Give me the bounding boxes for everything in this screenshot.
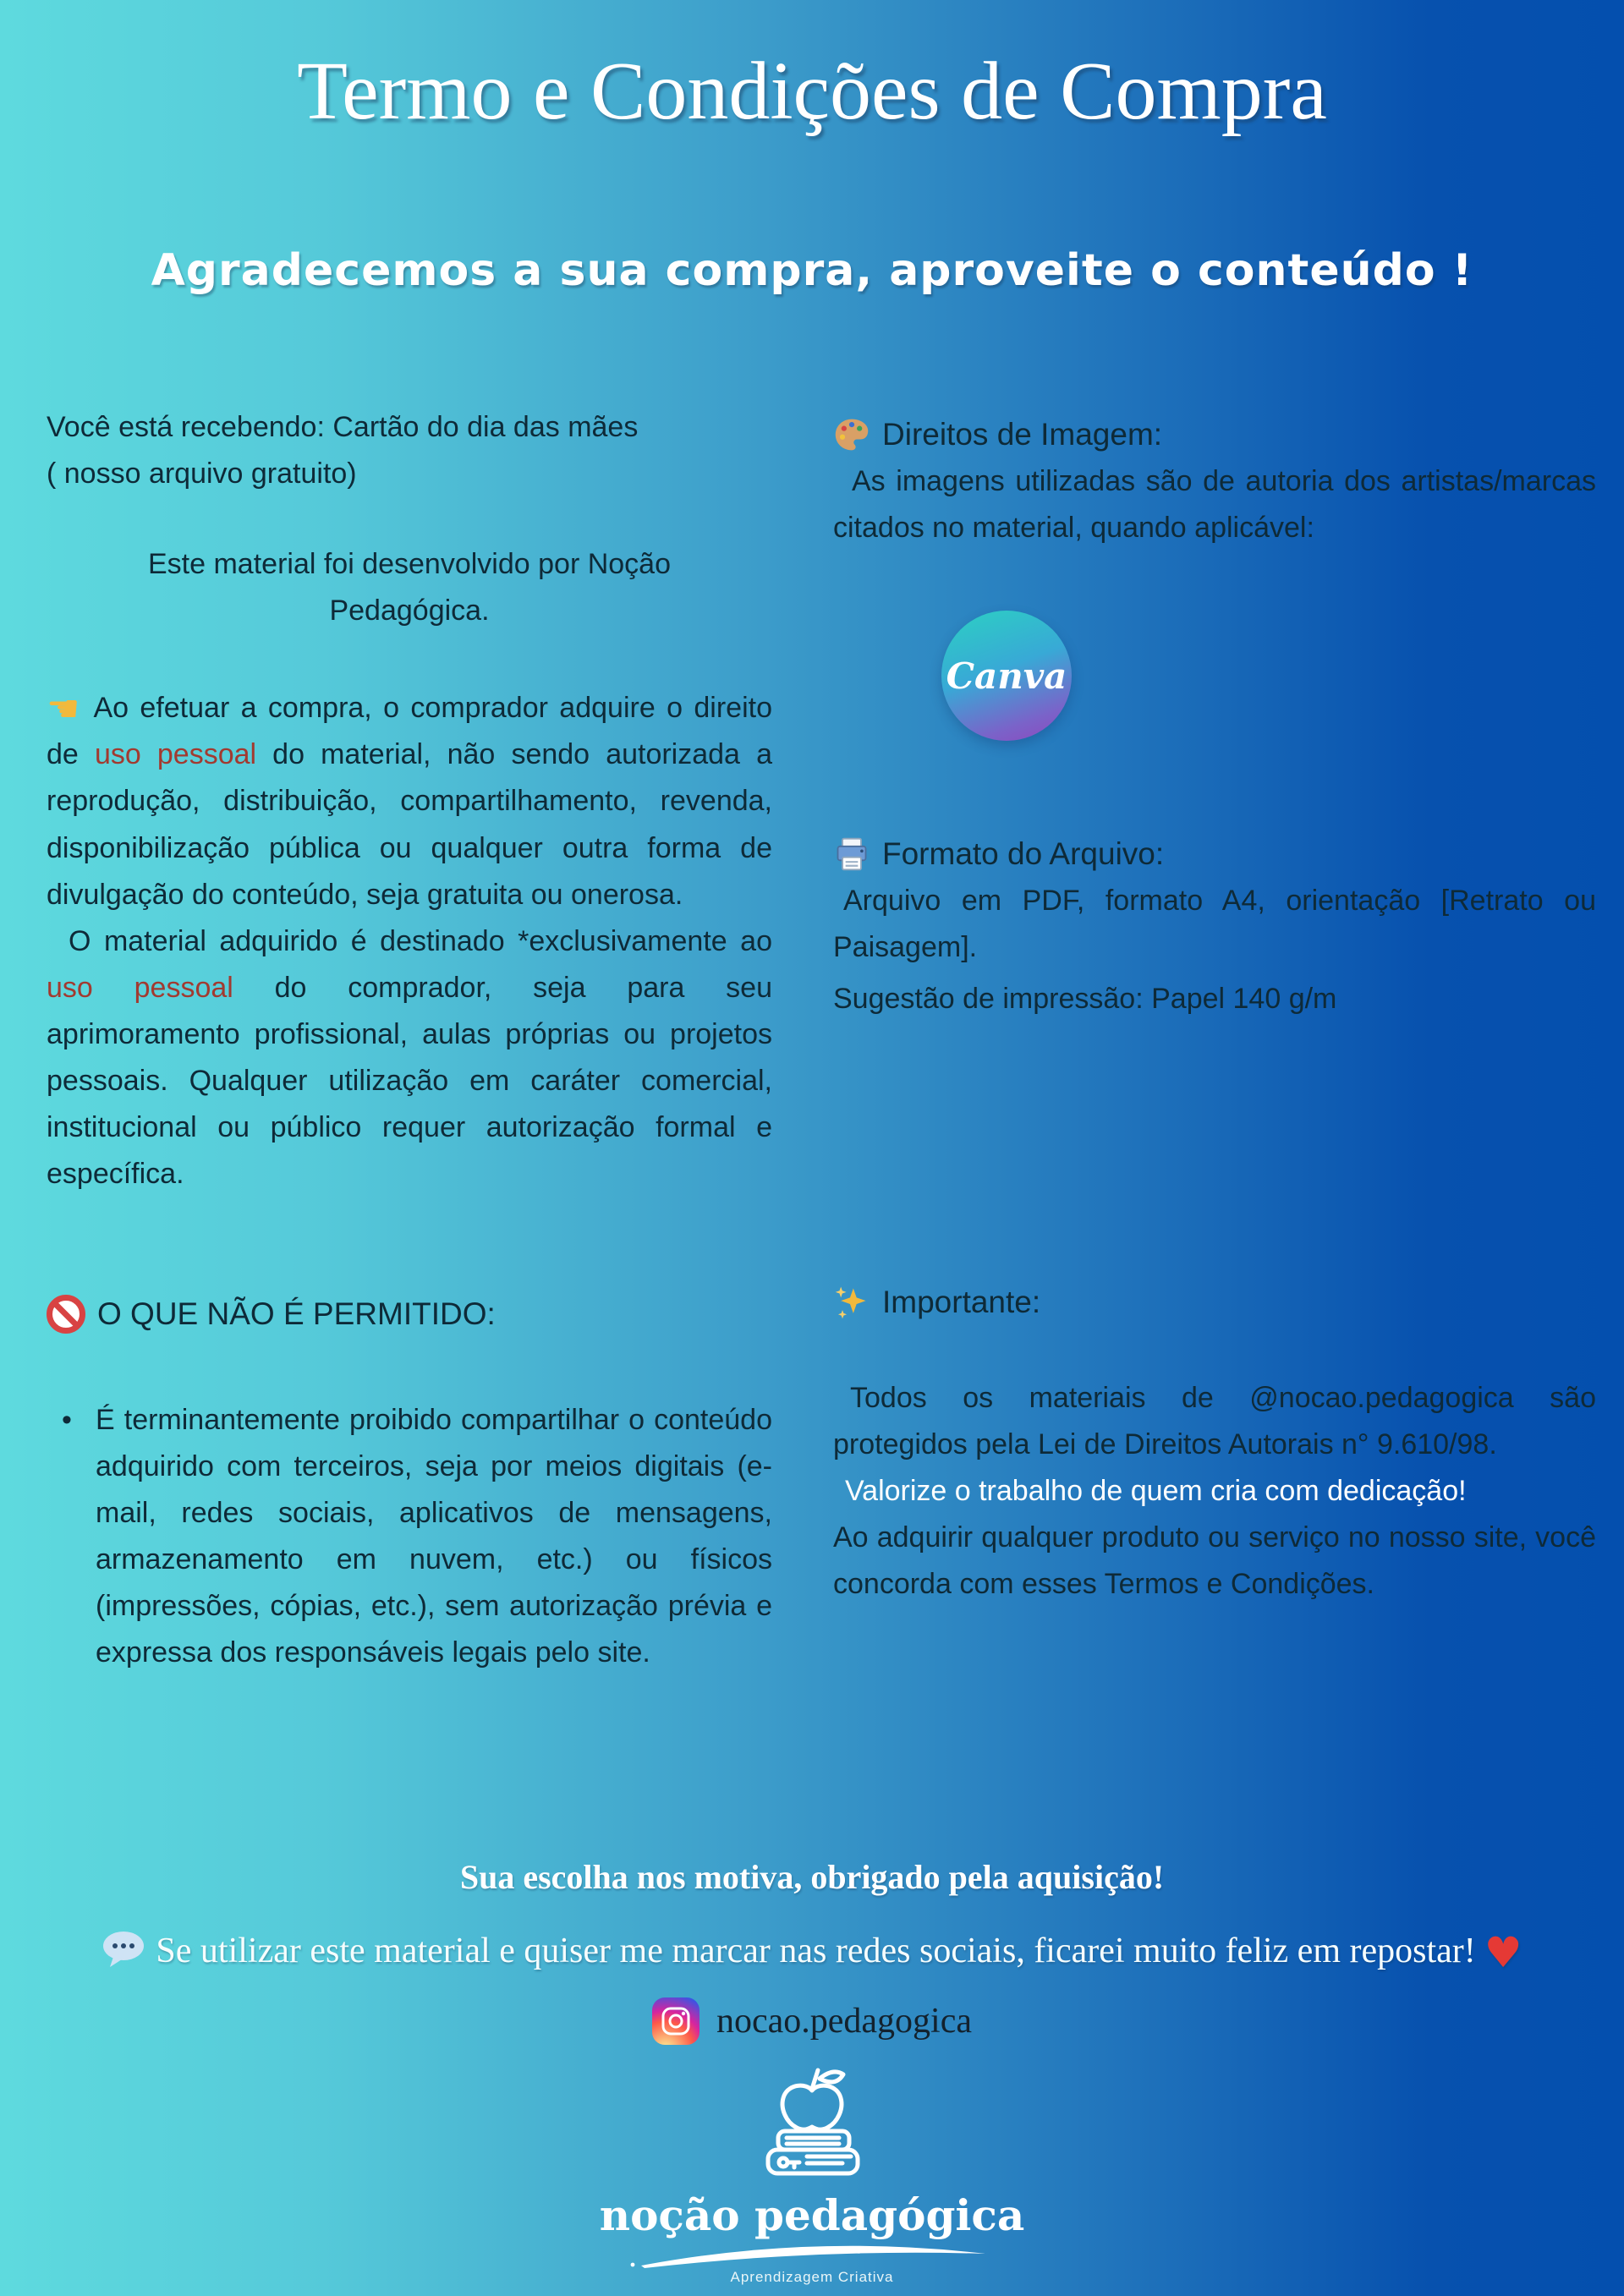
important-heading-row [833,1284,1596,1321]
image-rights-heading: Direitos de Imagem: [882,417,1163,452]
receiving-note [47,404,772,497]
purchase-terms-paragraph [47,685,772,918]
receiving-line-1: Você está recebendo: Cartão do dia das mães [47,411,639,443]
sparkles-icon [833,1284,870,1321]
file-format-line-1: Arquivo em PDF, formato A4, orientação [Retrato ou Paisagem]. [833,885,1596,964]
brand-logo [0,2060,1624,2286]
motivation-line: Sua escolha nos motiva, obrigado pela aquisição! [459,1858,1165,1896]
important-white-line: Valorize o trabalho de quem cria com dedicação! [845,1475,1467,1508]
important-heading: Importante: [882,1285,1041,1319]
instagram-row [0,1997,1624,2045]
printer-icon [833,836,870,873]
palette-icon [833,416,870,453]
exclusive-use-paragraph [47,918,772,1197]
canva-logo-label: Canva [946,655,1067,697]
not-allowed-section [47,1289,772,1676]
swoosh-divider [626,2240,998,2269]
purchase-terms-text-2: do material, não sendo autorizada a reprodução, distribuição, compartilhamento, revenda, disponibilização pública ou qualquer outra forma de divulgação do conteúdo, seja gratuita ou onerosa. [47,738,772,911]
file-format-section [833,836,1596,1022]
important-section [833,1284,1596,1608]
left-column [47,404,772,1197]
instagram-icon [652,1997,700,2045]
important-paragraph-1: Todos os materiais de @nocao.pedagogica são protegidos pela Lei de Direitos Autorais n° 9.610/98. [833,1382,1596,1461]
heart-icon: ♥ [1484,1928,1522,1977]
canva-logo [941,611,1072,741]
file-format-heading: Formato do Arquivo: [882,836,1165,871]
developed-by-note: Este material foi desenvolvido por Noção Pedagógica. [148,548,671,627]
purchase-terms-text-1: Ao efetuar a compra, o comprador adquire o direito de [47,692,772,771]
not-allowed-heading-row [47,1289,772,1340]
page-subtitle: Agradecemos a sua compra, aproveite o conteúdo ! [151,245,1473,296]
apple-books-icon [744,2060,880,2189]
purchase-terms-personal-use: uso pessoal [94,738,257,771]
exclusive-use-text-2: do comprador, seja para seu aprimoramento profissional, aulas próprias ou projetos pessoais. Qualquer utilização em caráter comercial, institucional ou público requer autorização formal e específica. [47,971,772,1191]
page-title: Termo e Condições de Compra [297,46,1327,137]
social-line [0,1928,1624,1977]
exclusive-use-text-1: O material adquirido é destinado *exclusivamente ao [69,924,772,957]
file-format-heading-row [833,836,1596,873]
important-paragraph-2: Ao adquirir qualquer produto ou serviço no nosso site, você concorda com esses Termos e Condições. [833,1521,1596,1601]
pointing-finger-icon: ☚ [47,688,80,732]
image-rights-body: As imagens utilizadas são de autoria dos artistas/marcas citados no material, quando aplicável: [833,465,1596,545]
instagram-handle: nocao.pedagogica [716,2002,973,2041]
receiving-line-2: ( nosso arquivo gratuito) [47,458,357,490]
image-rights-section [833,416,1596,551]
brand-name: noção pedagógica [599,2190,1025,2240]
social-message: Se utilizar este material e quiser me marcar nas redes sociais, ficarei muito feliz em repostar! [156,1932,1476,1970]
speech-bubble-icon [102,1930,147,1969]
prohibited-icon [47,1295,85,1334]
image-rights-heading-row [833,416,1596,453]
not-allowed-bullet-item: • É terminantemente proibido compartilhar o conteúdo adquirido com terceiros, seja por meios digitais (e-mail, redes sociais, aplicativos de mensagens, armazenamento em nuvem, etc.) ou físicos (impressões, cópias, etc.), sem autorização prévia e expressa dos responsáveis legais pelo site. [47,1397,772,1676]
brand-tagline: Aprendizagem Criativa [730,2269,894,2285]
file-format-line-2: Sugestão de impressão: Papel 140 g/m [833,983,1337,1016]
exclusive-use-personal-use: uso pessoal [47,971,233,1004]
not-allowed-heading: O QUE NÃO É PERMITIDO: [97,1296,496,1331]
